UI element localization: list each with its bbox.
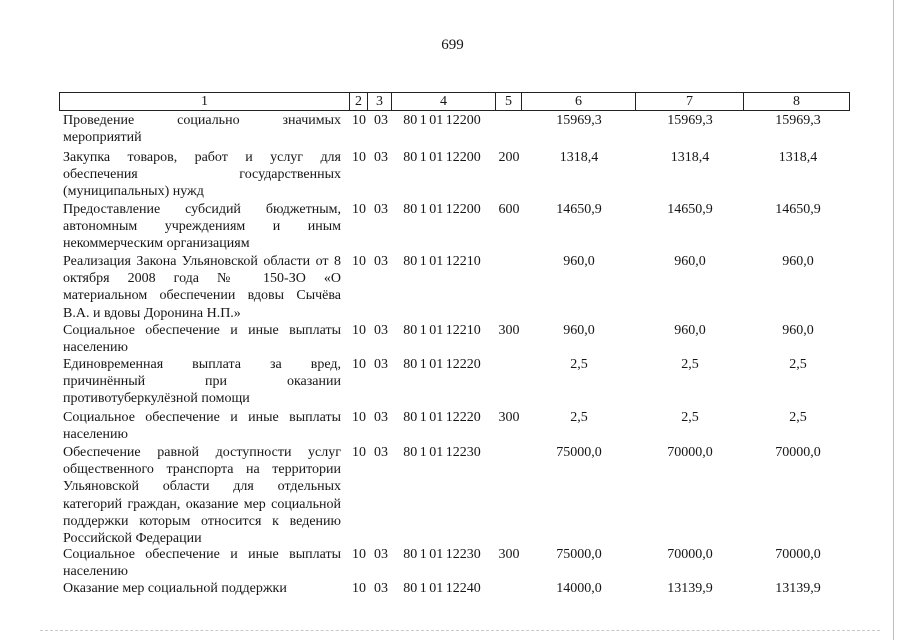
row-section: 10 bbox=[352, 323, 366, 338]
row-target-article: 80 1 01 12230 bbox=[403, 547, 481, 562]
row-amount-2: 960,0 bbox=[674, 254, 706, 269]
row-section: 10 bbox=[352, 202, 366, 217]
row-target-article: 80 1 01 12240 bbox=[403, 581, 481, 596]
row-expense-type: 300 bbox=[498, 410, 520, 425]
row-amount-3: 70000,0 bbox=[775, 547, 821, 562]
row-amount-1: 14000,0 bbox=[556, 581, 602, 596]
row-section: 10 bbox=[352, 113, 366, 128]
row-description: Социальное обеспечение и иные выплаты населению bbox=[63, 547, 341, 580]
row-expense-type: 600 bbox=[498, 202, 520, 217]
row-amount-3: 70000,0 bbox=[775, 445, 821, 460]
row-subsection: 03 bbox=[374, 113, 388, 128]
row-expense-type: 300 bbox=[498, 323, 520, 338]
column-header-5: 5 bbox=[496, 93, 522, 110]
row-amount-1: 75000,0 bbox=[556, 445, 602, 460]
row-subsection: 03 bbox=[374, 445, 388, 460]
row-amount-1: 1318,4 bbox=[559, 150, 599, 165]
row-amount-2: 960,0 bbox=[674, 323, 706, 338]
row-amount-1: 15969,3 bbox=[556, 113, 602, 128]
row-description: Оказание мер социальной поддержки bbox=[63, 581, 287, 596]
row-amount-2: 13139,9 bbox=[667, 581, 713, 596]
row-amount-2: 2,5 bbox=[681, 410, 699, 425]
row-target-article: 80 1 01 12230 bbox=[403, 445, 481, 460]
row-description: Предоставление субсидий бюджетным, автономным учреждениям и иным некоммерческим организациям bbox=[63, 202, 341, 252]
row-description: Реализация Закона Ульяновской области от 8 октября 2008 года № 150-ЗО «О материальном обеспечении вдовы Сычёва В.А. и вдовы Доронина Н.П.» bbox=[63, 254, 341, 321]
row-section: 10 bbox=[352, 581, 366, 596]
row-subsection: 03 bbox=[374, 254, 388, 269]
row-amount-2: 70000,0 bbox=[667, 445, 713, 460]
row-expense-type: 300 bbox=[498, 547, 520, 562]
row-subsection: 03 bbox=[374, 410, 388, 425]
row-amount-3: 2,5 bbox=[789, 410, 807, 425]
row-description: Социальное обеспечение и иные выплаты населению bbox=[63, 410, 341, 443]
row-target-article: 80 1 01 12220 bbox=[403, 357, 481, 372]
row-amount-2: 70000,0 bbox=[667, 547, 713, 562]
row-amount-3: 15969,3 bbox=[775, 113, 821, 128]
row-amount-3: 14650,9 bbox=[775, 202, 821, 217]
scan-edge-line bbox=[893, 0, 894, 640]
column-header-8: 8 bbox=[793, 94, 800, 109]
page-number: 699 bbox=[441, 37, 464, 53]
row-target-article: 80 1 01 12220 bbox=[403, 410, 481, 425]
column-header-3: 3 bbox=[368, 93, 392, 110]
row-target-article: 80 1 01 12200 bbox=[403, 150, 481, 165]
row-description: Социальное обеспечение и иные выплаты населению bbox=[63, 323, 341, 356]
row-amount-1: 960,0 bbox=[563, 323, 595, 338]
row-section: 10 bbox=[352, 547, 366, 562]
row-subsection: 03 bbox=[374, 202, 388, 217]
scan-bottom-line bbox=[40, 630, 880, 632]
row-description: Закупка товаров, работ и услуг для обеспечения государственных (муниципальных) нужд bbox=[63, 150, 341, 200]
row-expense-type: 200 bbox=[498, 150, 520, 165]
column-header-6: 6 bbox=[522, 93, 636, 110]
row-amount-3: 960,0 bbox=[782, 254, 814, 269]
column-header-2: 2 bbox=[350, 93, 368, 110]
row-subsection: 03 bbox=[374, 323, 388, 338]
table-header bbox=[59, 92, 850, 111]
row-amount-1: 14650,9 bbox=[556, 202, 602, 217]
row-amount-3: 960,0 bbox=[782, 323, 814, 338]
row-target-article: 80 1 01 12210 bbox=[403, 323, 481, 338]
row-amount-1: 2,5 bbox=[570, 410, 588, 425]
row-amount-3: 1318,4 bbox=[778, 150, 818, 165]
row-target-article: 80 1 01 12200 bbox=[403, 113, 481, 128]
row-target-article: 80 1 01 12200 bbox=[403, 202, 481, 217]
column-header-1: 1 bbox=[60, 93, 350, 110]
column-header-4: 4 bbox=[392, 93, 496, 110]
row-amount-1: 960,0 bbox=[563, 254, 595, 269]
row-amount-2: 15969,3 bbox=[667, 113, 713, 128]
row-subsection: 03 bbox=[374, 581, 388, 596]
row-subsection: 03 bbox=[374, 547, 388, 562]
row-section: 10 bbox=[352, 254, 366, 269]
row-amount-2: 2,5 bbox=[681, 357, 699, 372]
row-amount-3: 13139,9 bbox=[775, 581, 821, 596]
row-subsection: 03 bbox=[374, 357, 388, 372]
row-description: Обеспечение равной доступности услуг общественного транспорта на территории Ульяновской области для отдельных категорий граждан, оказание мер социальной поддержки которым относится к ведению Российской Федерации bbox=[63, 445, 341, 547]
row-target-article: 80 1 01 12210 bbox=[403, 254, 481, 269]
row-amount-1: 2,5 bbox=[570, 357, 588, 372]
row-section: 10 bbox=[352, 410, 366, 425]
row-section: 10 bbox=[352, 357, 366, 372]
row-amount-1: 75000,0 bbox=[556, 547, 602, 562]
row-section: 10 bbox=[352, 445, 366, 460]
row-subsection: 03 bbox=[374, 150, 388, 165]
column-header-7: 7 bbox=[636, 93, 744, 110]
row-description: Единовременная выплата за вред, причинённый при оказании противотуберкулёзной помощи bbox=[63, 357, 341, 407]
row-amount-2: 14650,9 bbox=[667, 202, 713, 217]
row-amount-2: 1318,4 bbox=[670, 150, 710, 165]
row-description: Проведение социально значимых мероприятий bbox=[63, 113, 341, 146]
row-section: 10 bbox=[352, 150, 366, 165]
row-amount-3: 2,5 bbox=[789, 357, 807, 372]
